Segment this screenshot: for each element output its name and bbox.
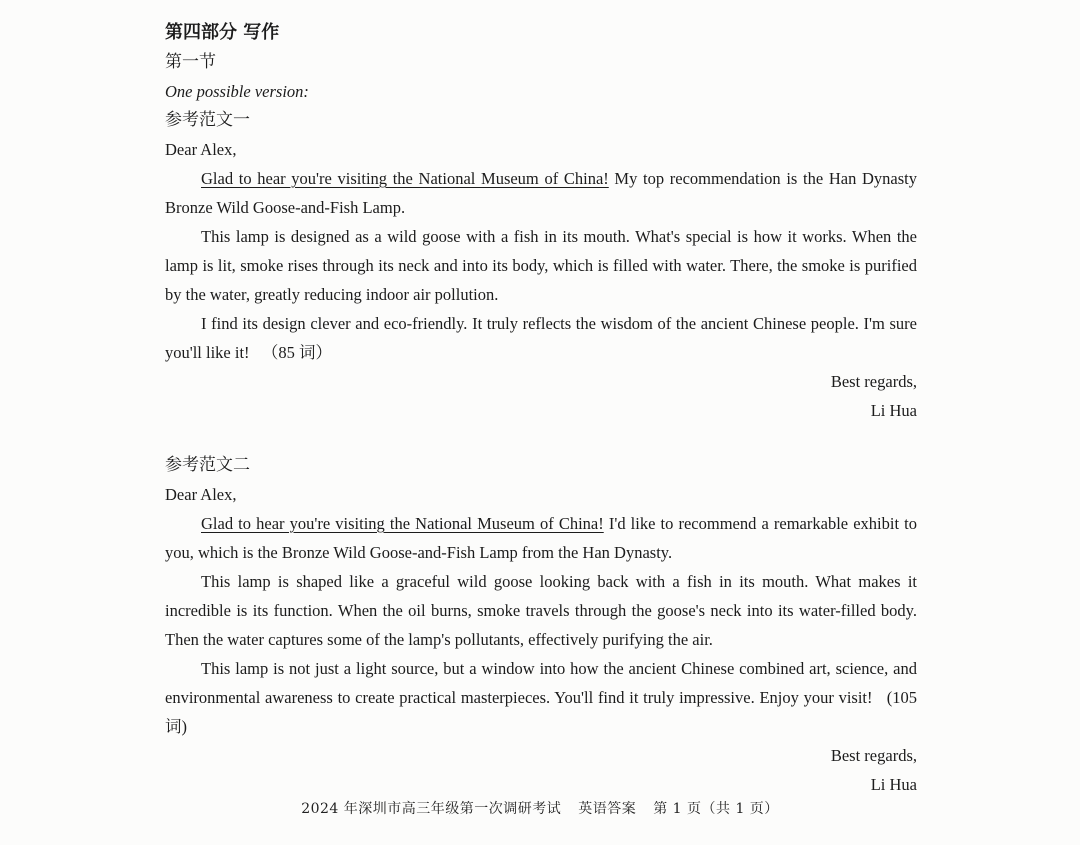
essay-one-underlined-opening: Glad to hear you're visiting the National Museum of China! [201, 169, 609, 188]
essay-one-paragraph-3 [165, 309, 917, 367]
essay-two-word-count: (105 词) [165, 688, 918, 736]
essay-two-paragraph-3-text: This lamp is not just a light source, but a window into how the ancient Chinese combined art, science, and environmental awareness to create practical masterpieces. You'll find it truly impressive. Enjoy your visit! [165, 659, 917, 707]
essay-one-word-count: （85 词） [261, 343, 333, 362]
essay-two-paragraph-2: This lamp is shaped like a graceful wild goose looking back with a fish in its mouth. What makes it incredible is its function. When the oil burns, smoke travels through the goose's neck into its water-filled body. Then the water captures some of the lamp's pollutants, effectively purifying the air. [165, 572, 917, 649]
essay-two-paragraph-1-rest: I'd like to recommend a remarkable exhibit to you, which is the Bronze Wild Goose-and-Fish Lamp from the Han Dynasty. [165, 514, 917, 562]
footer-page-number: 第 1 页（共 1 页） [653, 801, 779, 817]
page-footer [0, 798, 1080, 818]
essay-two-underlined-opening: Glad to hear you're visiting the National Museum of China! [201, 514, 604, 533]
essay-two-paragraph-3 [165, 654, 917, 741]
essay-two-closing: Best regards, [830, 746, 917, 765]
essay-spacer [165, 425, 917, 451]
essay-one-salutation: Dear Alex, [165, 140, 237, 159]
essay-two-paragraph-1 [165, 509, 917, 567]
essay-two [165, 451, 917, 799]
essay-one-closing: Best regards, [830, 372, 917, 391]
essay-one-label: 参考范文一 [165, 110, 250, 130]
essay-one-signature: Li Hua [870, 401, 917, 420]
essay-one-paragraph-2: This lamp is designed as a wild goose with a fish in its mouth. What's special is how it works. When the lamp is lit, smoke rises through its neck and into its body, which is filled with water. There, the smoke is purified by the water, greatly reducing indoor air pollution. [165, 227, 917, 304]
footer-subject: 英语答案 [578, 801, 637, 817]
essay-one [165, 106, 917, 425]
section-title: 第四部分 写作 [165, 22, 280, 43]
essay-one-paragraph-1 [165, 164, 917, 222]
essay-two-label: 参考范文二 [165, 455, 250, 475]
essay-one-paragraph-3-text: I find its design clever and eco-friendly. It truly reflects the wisdom of the ancient Chinese people. I'm sure you'll like it! [165, 314, 917, 362]
essay-two-salutation: Dear Alex, [165, 485, 237, 504]
essay-one-paragraph-1-rest: My top recommendation is the Han Dynasty Bronze Wild Goose-and-Fish Lamp. [165, 169, 917, 217]
page-content [165, 18, 917, 799]
version-label: One possible version: [165, 82, 309, 101]
footer-exam-title: 2024 年深圳市高三年级第一次调研考试 [301, 801, 562, 817]
subsection-title: 第一节 [165, 52, 216, 72]
essay-two-signature: Li Hua [870, 775, 917, 794]
